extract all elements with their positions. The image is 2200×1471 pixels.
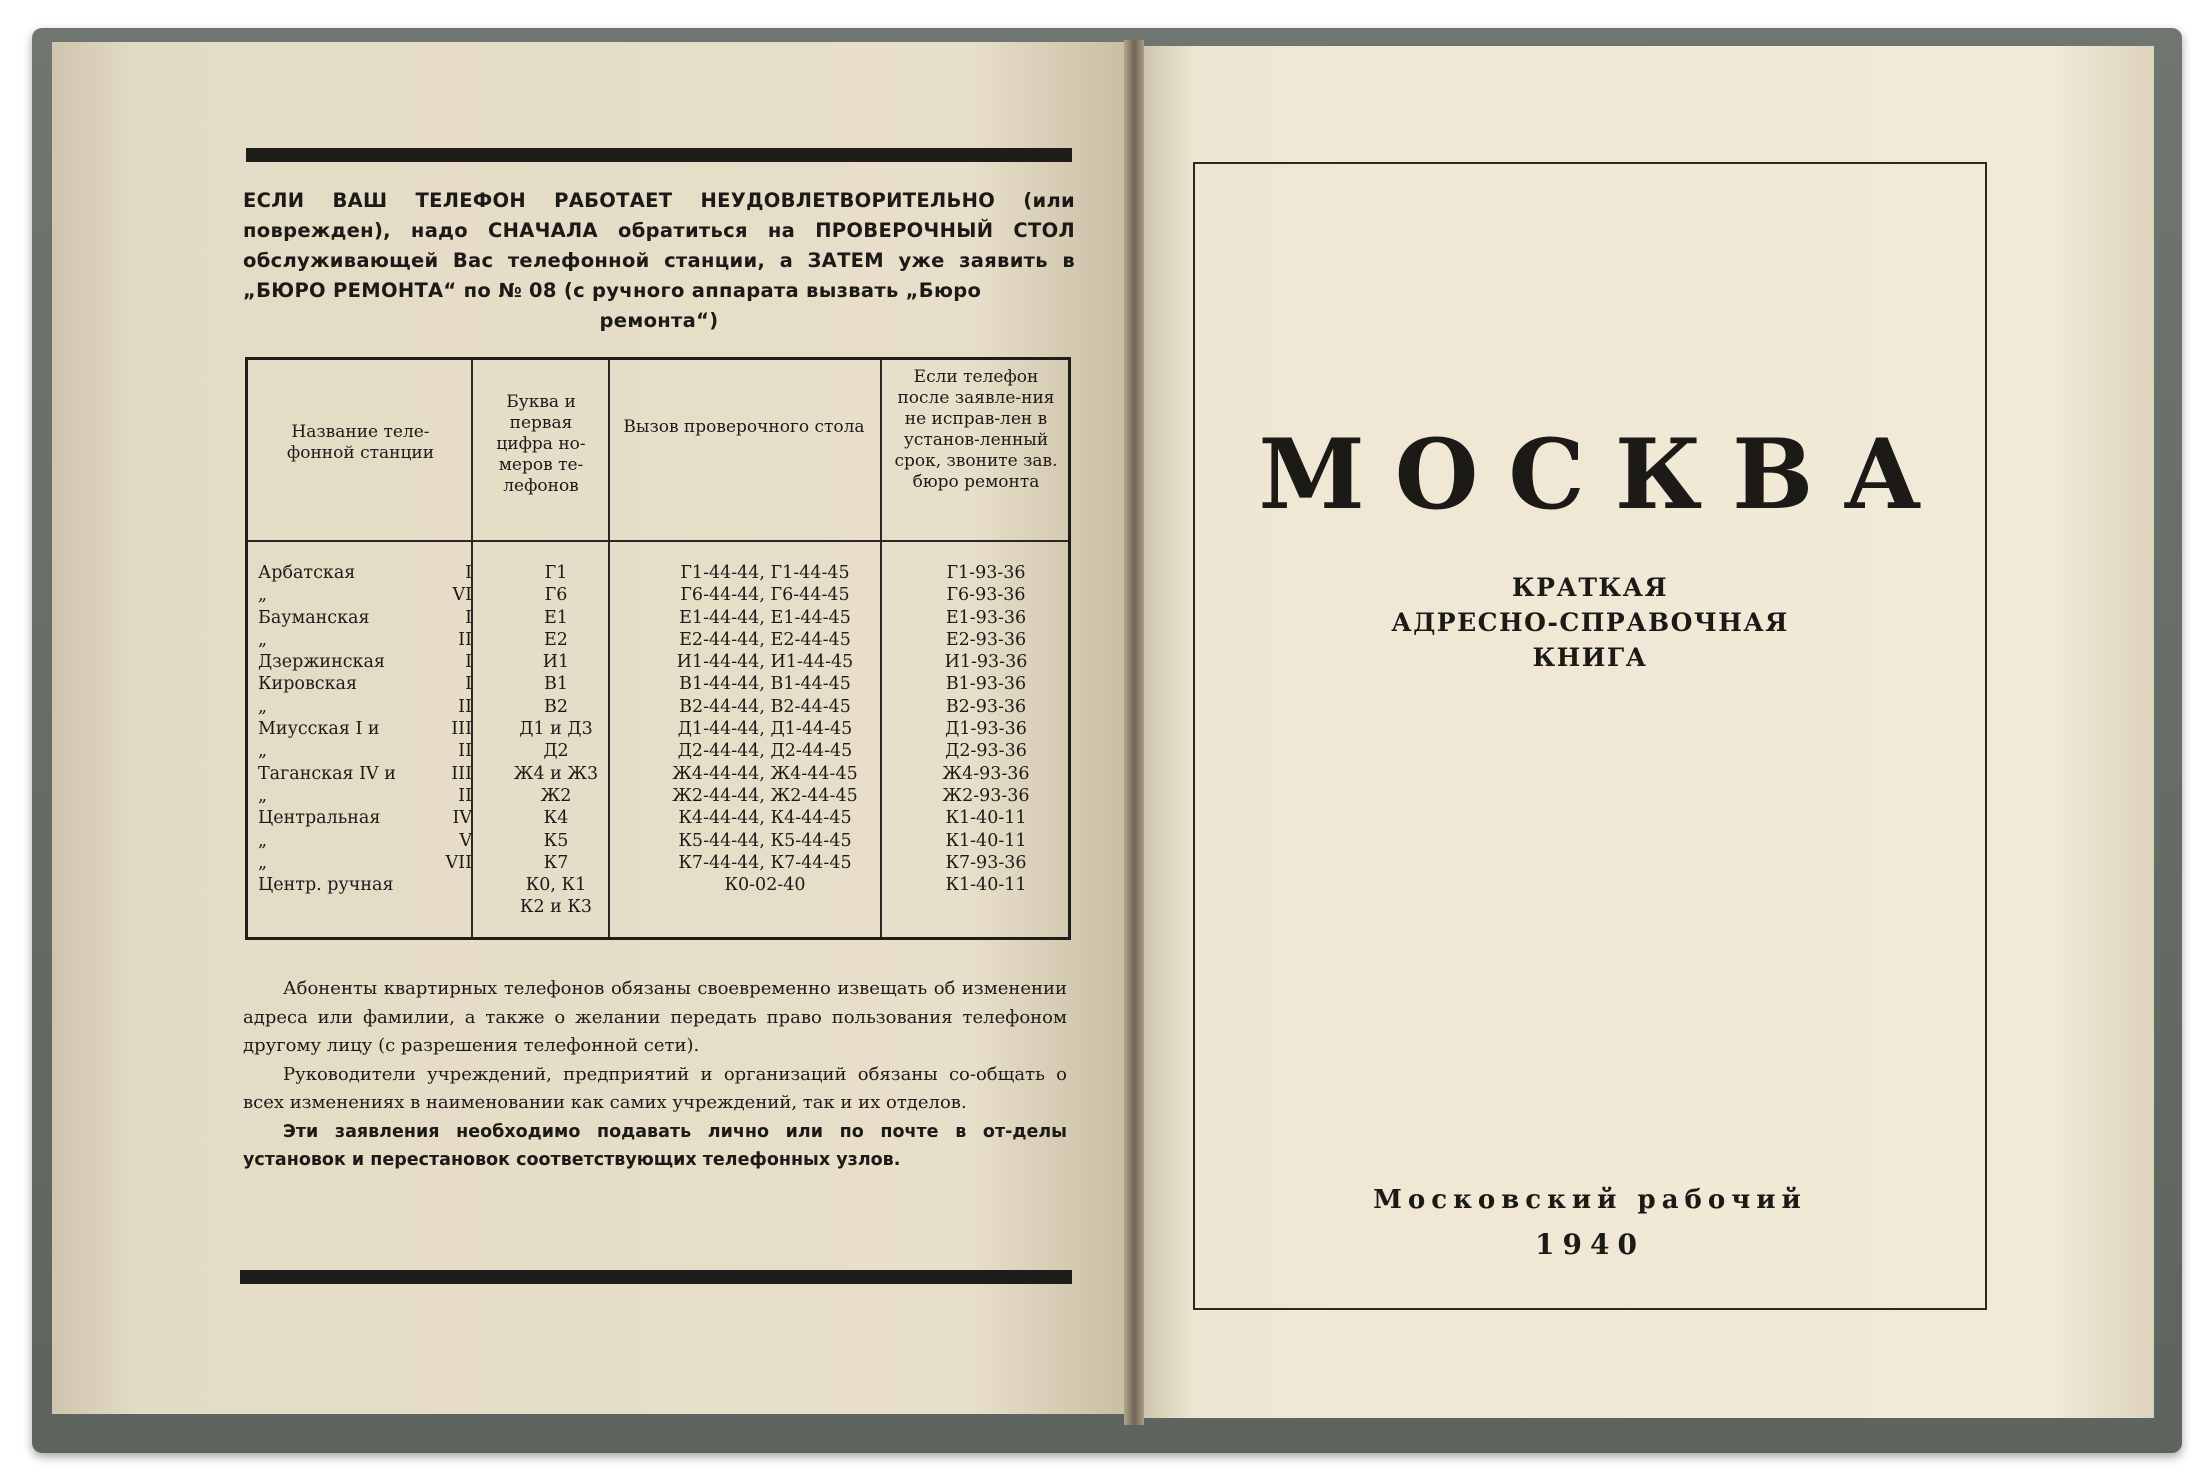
check-desk-calls-column — [631, 562, 899, 919]
station-row-name — [258, 896, 472, 918]
station-letter: К7 — [543, 852, 569, 873]
check-desk-call: Д2-44-44, Д2-44-45 — [677, 741, 853, 762]
repair-bureau-number: К1-40-11 — [945, 830, 1027, 851]
header-repair-bureau: Если телефон после заявле-ния не исправ-лен в установ-ленный срок, звоните зав. бюро ремонта — [894, 367, 1058, 492]
check-desk-call: К7-44-44, К7-44-45 — [678, 852, 852, 873]
station-letter: Ж2 — [540, 785, 572, 806]
station-row-name — [258, 562, 472, 584]
repair-bureau-number: Д2-93-36 — [945, 741, 1027, 762]
station-letter: Д2 — [543, 741, 569, 762]
repair-bureau-number: К1-40-11 — [945, 808, 1027, 829]
station-row-name — [258, 763, 472, 785]
station-name: Центральная — [258, 808, 381, 829]
station-numeral: VI — [452, 585, 472, 606]
bottom-rule — [240, 1270, 1072, 1284]
header-check-desk-call: Вызов проверочного стола — [623, 417, 865, 437]
book-title: МОСКВА — [1258, 418, 1952, 531]
repair-bureau-number: К1-40-11 — [945, 875, 1027, 896]
station-row-name — [258, 651, 472, 673]
station-row-name — [258, 830, 472, 852]
station-row-name — [258, 785, 472, 807]
warning-tail: ремонта“) — [599, 309, 719, 332]
check-desk-call: Е2-44-44, Е2-44-45 — [679, 629, 851, 650]
repair-bureau-number: И1-93-36 — [944, 652, 1028, 673]
station-name: Арбатская — [258, 563, 356, 583]
station-name: Центр. ручная — [258, 875, 394, 896]
station-names-column — [258, 562, 472, 919]
note-paragraph-2: Руководители учреждений, предприятий и организаций обязаны со-общать о всех изменениях в наименовании как самих учреждений, так и их отделов. — [243, 1063, 1067, 1113]
telephone-stations-table — [245, 357, 1071, 940]
station-numeral: II — [458, 741, 472, 762]
station-numeral: III — [451, 719, 472, 740]
header-letter-digit: Буква и первая цифра но-меров те-лефонов — [496, 392, 586, 496]
station-name: Дзержинская — [258, 652, 385, 673]
station-letter: К5 — [543, 830, 569, 851]
repair-bureau-number: Е1-93-36 — [945, 607, 1027, 628]
station-letter: В2 — [544, 696, 568, 717]
check-desk-call: К5-44-44, К5-44-45 — [678, 830, 852, 851]
subtitle-line-3: КНИГА — [1532, 643, 1648, 672]
check-desk-call: В1-44-44, В1-44-45 — [679, 674, 851, 695]
station-name: Миусская I и — [258, 719, 380, 740]
station-row-name — [258, 696, 472, 718]
station-numeral: I — [465, 563, 472, 583]
note-paragraph-1: Абоненты квартирных телефонов обязаны своевременно извещать об изменении адреса или фамилии, а также о желании передать право пользования телефоном другому лицу (с разрешения телефонной сети). — [243, 978, 1067, 1056]
repair-bureau-number: Ж2-93-36 — [942, 785, 1030, 806]
station-letter: Е2 — [544, 629, 568, 650]
station-letter: Д1 и Д3 — [519, 719, 593, 740]
check-desk-call: К4-44-44, К4-44-45 — [678, 808, 852, 829]
station-numeral: II — [458, 696, 472, 717]
station-letter: Г1 — [544, 563, 568, 583]
check-desk-call: И1-44-44, И1-44-45 — [676, 652, 854, 673]
repair-bureau-number: Е2-93-36 — [945, 629, 1027, 650]
station-row-name — [258, 584, 472, 606]
check-desk-call — [631, 896, 899, 918]
station-numeral: V — [459, 830, 472, 851]
check-desk-call: Г1-44-44, Г1-44-45 — [680, 563, 850, 583]
station-numeral: III — [451, 763, 472, 784]
station-letter: К2 и К3 — [519, 897, 593, 918]
book-subtitle — [1193, 570, 1987, 675]
station-name: „ — [258, 741, 268, 762]
book-spine-gutter — [1124, 40, 1144, 1425]
repair-bureau-column — [900, 562, 1072, 919]
station-row-name — [258, 852, 472, 874]
station-name: „ — [258, 830, 268, 851]
station-row-name — [258, 607, 472, 629]
station-row-name — [258, 718, 472, 740]
repair-bureau-number: В2-93-36 — [945, 696, 1027, 717]
repair-bureau-number — [900, 896, 1072, 918]
check-desk-call: Ж2-44-44, Ж2-44-45 — [672, 785, 858, 806]
repair-bureau-number: Ж4-93-36 — [942, 763, 1030, 784]
station-numeral: I — [465, 674, 472, 695]
station-letter: В1 — [544, 674, 568, 695]
title-page-frame — [1193, 162, 1987, 1310]
notes-block — [243, 975, 1067, 1175]
station-name: Бауманская — [258, 607, 370, 628]
station-numeral: I — [465, 607, 472, 628]
warning-paragraph — [243, 186, 1075, 336]
station-numeral: II — [458, 785, 472, 806]
check-desk-call: К0-02-40 — [724, 875, 806, 896]
station-row-name — [258, 629, 472, 651]
station-numeral: IV — [452, 808, 472, 829]
letters-column — [483, 562, 629, 919]
station-name: Таганская IV и — [258, 763, 396, 784]
publisher: Московский рабочий — [1373, 1185, 1807, 1215]
station-numeral: I — [465, 652, 472, 673]
station-letter: К0, К1 — [525, 875, 587, 896]
note-paragraph-3: Эти заявления необходимо подавать лично или по почте в от-делы установок и перестановок соответствующих телефонных узлов. — [243, 1121, 1067, 1170]
check-desk-call: Г6-44-44, Г6-44-45 — [680, 585, 850, 606]
station-row-name — [258, 740, 472, 762]
station-name: „ — [258, 585, 268, 606]
repair-bureau-number: Г6-93-36 — [946, 585, 1026, 606]
station-letter: Ж4 и Ж3 — [513, 763, 599, 784]
station-name: „ — [258, 629, 268, 650]
station-name: Кировская — [258, 674, 358, 695]
station-letter: К4 — [543, 808, 569, 829]
station-letter: Е1 — [544, 607, 568, 628]
check-desk-call: Д1-44-44, Д1-44-45 — [677, 719, 853, 740]
station-row-name — [258, 874, 472, 896]
station-name: „ — [258, 696, 268, 717]
header-station-name: Название теле-фонной станции — [286, 422, 435, 463]
station-numeral: II — [458, 629, 472, 650]
station-letter: И1 — [542, 652, 570, 673]
repair-bureau-number: В1-93-36 — [945, 674, 1027, 695]
publication-year: 1940 — [1535, 1228, 1645, 1261]
warning-text: ЕСЛИ ВАШ ТЕЛЕФОН РАБОТАЕТ НЕУДОВЛЕТВОРИТЕЛЬНО (или поврежден), надо СНАЧАЛА обратиться на ПРОВЕРОЧНЫЙ СТОЛ обслуживающей Вас телефонной станции, а ЗАТЕМ уже заявить в „БЮРО РЕМОНТА“ по № 08 (с ручного аппарата вызвать „Бюро — [243, 189, 1075, 302]
station-numeral: VII — [445, 852, 472, 873]
repair-bureau-number: К7-93-36 — [945, 852, 1027, 873]
top-rule — [246, 148, 1072, 162]
station-name: „ — [258, 785, 268, 806]
station-name: „ — [258, 852, 268, 873]
subtitle-line-1: КРАТКАЯ — [1511, 573, 1669, 602]
station-row-name — [258, 673, 472, 695]
station-letter: Г6 — [544, 585, 568, 606]
repair-bureau-number: Д1-93-36 — [945, 719, 1027, 740]
check-desk-call: Е1-44-44, Е1-44-45 — [679, 607, 851, 628]
repair-bureau-number: Г1-93-36 — [946, 563, 1026, 583]
station-row-name — [258, 807, 472, 829]
subtitle-line-2: АДРЕСНО-СПРАВОЧНАЯ — [1391, 608, 1789, 637]
check-desk-call: В2-44-44, В2-44-45 — [679, 696, 851, 717]
check-desk-call: Ж4-44-44, Ж4-44-45 — [672, 763, 858, 784]
